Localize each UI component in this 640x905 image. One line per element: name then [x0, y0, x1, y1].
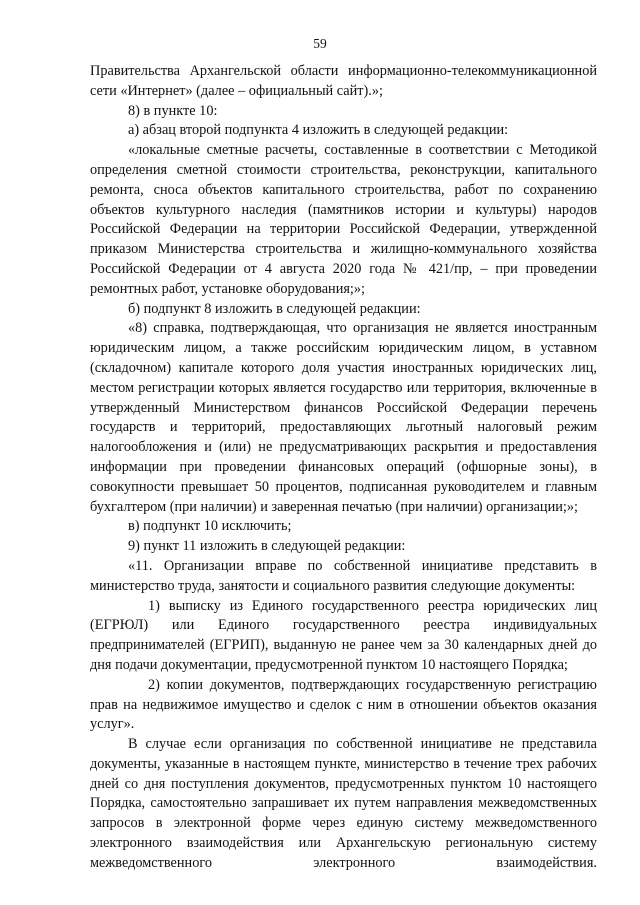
page-number: 59 [313, 36, 327, 51]
paragraph-subitem-b: б) подпункт 8 изложить в следующей редакции: [128, 300, 421, 317]
paragraph-point-11: «11. Организации вправе по собственной инициативе представить в министерство труда, занятости и социального развития следующие документы: [90, 557, 597, 594]
paragraph-list-item-2: 2) копии документов, подтверждающих государственную регистрацию прав на недвижимое имущество и сделок с ним в отношении объектов оказания услуг». [90, 676, 597, 733]
paragraph-interdepartmental-requests: В случае если организация по собственной инициативе не представила документы, указанные в настоящем пункте, министерство в течение трех рабочих дней со дня поступления документов, предусмотренных пунктом 10 настоящего Порядка, самостоятельно запрашивает их путем направления межведомственных запросов в электронной форме через единую систему межведомственного электронного взаимодействия или Архангельскую региональную систему межведомственного электронного взаимодействия. [90, 736, 597, 871]
paragraph-certificate: «8) справка, подтверждающая, что организация не является иностранным юридическим лицом, а также российским юридическим лицом, в уставном (складочном) капитале которого доля участия иностранных юридических лиц, местом регистрации которых является государство или территория, включенные в утвержденный Министерством финансов Российской Федерации перечень государств и территорий, предоставляющих льготный налоговый режим налогообложения и (или) не предусматривающих раскрытия и предоставления информации при проведении финансовых операций (офшорные зоны), в совокупности превышает 50 процентов, подписанная руководителем и главным бухгалтером (при наличии) и заверенная печатью (при наличии) организации;»; [90, 320, 597, 515]
paragraph-subitem-v: в) подпункт 10 исключить; [128, 518, 292, 535]
paragraph-subitem-a: а) абзац второй подпункта 4 изложить в следующей редакции: [128, 122, 509, 139]
document-body [90, 62, 597, 874]
paragraph-item-8: 8) в пункте 10: [128, 102, 218, 119]
paragraph-list-item-1: 1) выписку из Единого государственного реестра юридических лиц (ЕГРЮЛ) или Единого государственного реестра индивидуальных предпринимателей (ЕГРИП), выданную не ранее чем за 30 календарных дней до дня подачи документации, предусмотренной пунктом 10 настоящего Порядка; [90, 597, 597, 673]
paragraph-local-estimates: «локальные сметные расчеты, составленные в соответствии с Методикой определения сметной стоимости строительства, реконструкции, капитального ремонта, сноса объектов капитального строительства, работ по сохранению объектов культурного наследия (памятников истории и культуры) народов Российской Федерации на территории Российской Федерации, утвержденной приказом Министерства строительства и жилищно-коммунального хозяйства Российской Федерации от 4 августа 2020 года № 421/пр, – при проведении ремонтных работ, установке оборудования;»; [90, 142, 597, 297]
paragraph-item-9: 9) пункт 11 изложить в следующей редакции: [128, 538, 406, 555]
paragraph-site-definition: Правительства Архангельской области информационно-телекоммуникационной сети «Интернет» (далее – официальный сайт).»; [90, 63, 597, 99]
